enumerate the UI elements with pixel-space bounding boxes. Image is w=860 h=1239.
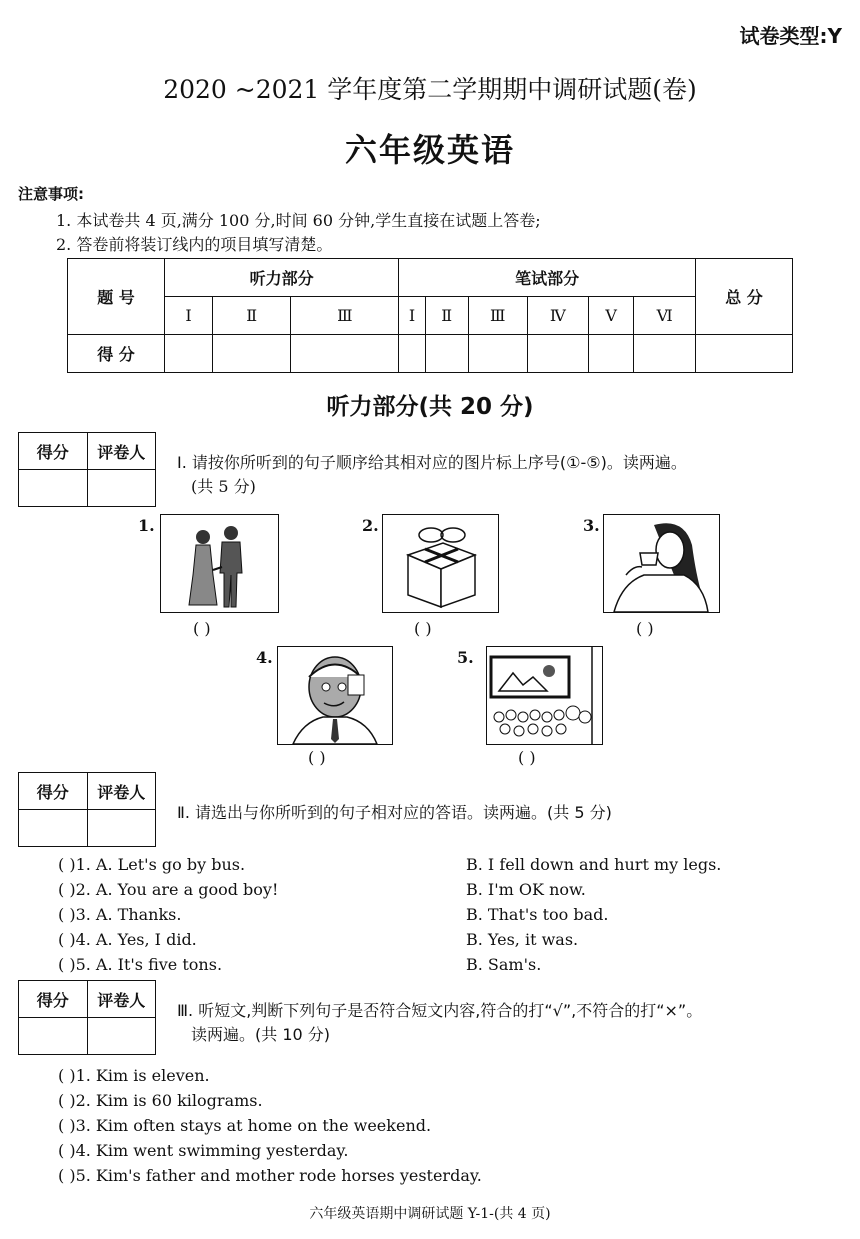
listening-heading: 听力部分(共 20 分) (326, 394, 534, 420)
answer-paren[interactable]: ( ) (518, 748, 536, 767)
col-header: Ⅰ (165, 297, 213, 335)
section3-title: Ⅲ. 听短文,判断下列句子是否符合短文内容,符合的打“√”,不符合的打“×”。 (177, 1001, 703, 1020)
grade-box-grader-cell[interactable] (87, 810, 156, 847)
exam-title: 2020 ~2021 学年度第二学期期中调研试题(卷) (163, 75, 697, 104)
injured-boy-icon (278, 647, 392, 744)
exam-subject: 六年级英语 (344, 131, 515, 169)
score-row-header: 得 分 (68, 335, 165, 373)
picture-number: 4. (256, 648, 273, 667)
question-option-a: ( )1. A. Let's go by bus. (58, 855, 246, 874)
col-header: Ⅵ (634, 297, 696, 335)
grade-box-score-cell[interactable] (19, 1018, 88, 1055)
picture-frame-2 (382, 514, 499, 613)
score-cell[interactable] (165, 335, 213, 373)
couple-icon (161, 515, 278, 612)
question-option-a: ( )3. A. Thanks. (58, 905, 182, 924)
col-header: Ⅴ (589, 297, 634, 335)
score-cell[interactable] (634, 335, 696, 373)
grade-box (18, 432, 156, 507)
picture-frame-4 (277, 646, 393, 745)
question-option-b: B. That's too bad. (466, 905, 609, 924)
section1-points: (共 5 分) (191, 477, 256, 496)
score-cell[interactable] (291, 335, 399, 373)
answer-paren[interactable]: ( ) (193, 619, 211, 638)
grade-box (18, 980, 156, 1055)
picture-frame-5 (486, 646, 603, 745)
picture-number: 1. (138, 516, 155, 535)
note-item: 2. 答卷前将装订线内的项目填写清楚。 (56, 235, 333, 254)
score-cell[interactable] (527, 335, 588, 373)
score-cell[interactable] (425, 335, 468, 373)
score-cell[interactable] (468, 335, 527, 373)
grade-box-grader-label: 评卷人 (87, 981, 156, 1018)
col-header: Ⅲ (291, 297, 399, 335)
section1-title: Ⅰ. 请按你所听到的句子顺序给其相对应的图片标上序号(①-⑤)。读两遍。 (177, 453, 687, 472)
grade-box-score-label: 得分 (19, 773, 88, 810)
question-option-b: B. Sam's. (466, 955, 542, 974)
picture-frame-1 (160, 514, 279, 613)
grade-box-score-cell[interactable] (19, 470, 88, 507)
score-cell[interactable] (696, 335, 793, 373)
total-header: 总 分 (696, 259, 793, 335)
col-header: Ⅱ (425, 297, 468, 335)
answer-paren[interactable]: ( ) (414, 619, 432, 638)
answer-paren[interactable]: ( ) (636, 619, 654, 638)
true-false-item: ( )3. Kim often stays at home on the weekend. (58, 1116, 432, 1135)
notes-heading: 注意事项: (18, 185, 84, 203)
question-option-b: B. Yes, it was. (466, 930, 579, 949)
grade-box-grader-label: 评卷人 (87, 773, 156, 810)
question-option-a: ( )5. A. It's five tons. (58, 955, 223, 974)
question-option-b: B. I'm OK now. (466, 880, 586, 899)
true-false-item: ( )2. Kim is 60 kilograms. (58, 1091, 263, 1110)
section2-title: Ⅱ. 请选出与你所听到的句子相对应的答语。读两遍。(共 5 分) (177, 803, 612, 822)
picture-number: 5. (457, 648, 474, 667)
grade-box-score-label: 得分 (19, 433, 88, 470)
score-cell[interactable] (589, 335, 634, 373)
true-false-item: ( )4. Kim went swimming yesterday. (58, 1141, 349, 1160)
question-option-a: ( )2. A. You are a good boy! (58, 880, 279, 899)
score-table (67, 258, 793, 373)
col-header: Ⅰ (399, 297, 425, 335)
note-item: 1. 本试卷共 4 页,满分 100 分,时间 60 分钟,学生直接在试题上答卷; (56, 211, 541, 230)
score-cell[interactable] (399, 335, 425, 373)
grade-box-score-label: 得分 (19, 981, 88, 1018)
picture-number: 3. (583, 516, 600, 535)
question-no-header: 题 号 (68, 259, 165, 335)
true-false-item: ( )1. Kim is eleven. (58, 1066, 210, 1085)
cinema-audience-icon (487, 647, 602, 744)
grade-box-score-cell[interactable] (19, 810, 88, 847)
grade-box-grader-cell[interactable] (87, 1018, 156, 1055)
true-false-item: ( )5. Kim's father and mother rode horses yesterday. (58, 1166, 482, 1185)
col-header: Ⅲ (468, 297, 527, 335)
section3-title-cont: 读两遍。(共 10 分) (191, 1025, 331, 1044)
grade-box (18, 772, 156, 847)
grade-box-grader-label: 评卷人 (87, 433, 156, 470)
col-header: Ⅱ (213, 297, 291, 335)
question-option-b: B. I fell down and hurt my legs. (466, 855, 722, 874)
picture-frame-3 (603, 514, 720, 613)
col-header: Ⅳ (527, 297, 588, 335)
score-cell[interactable] (213, 335, 291, 373)
question-option-a: ( )4. A. Yes, I did. (58, 930, 197, 949)
answer-paren[interactable]: ( ) (308, 748, 326, 767)
page-footer: 六年级英语期中调研试题 Y-1-(共 4 页) (309, 1206, 551, 1222)
woman-drinking-icon (604, 515, 719, 612)
paper-type-label: 试卷类型:Y (739, 24, 842, 48)
listening-header: 听力部分 (165, 259, 399, 297)
picture-number: 2. (362, 516, 379, 535)
grade-box-grader-cell[interactable] (87, 470, 156, 507)
gift-box-icon (383, 515, 498, 612)
written-header: 笔试部分 (399, 259, 696, 297)
